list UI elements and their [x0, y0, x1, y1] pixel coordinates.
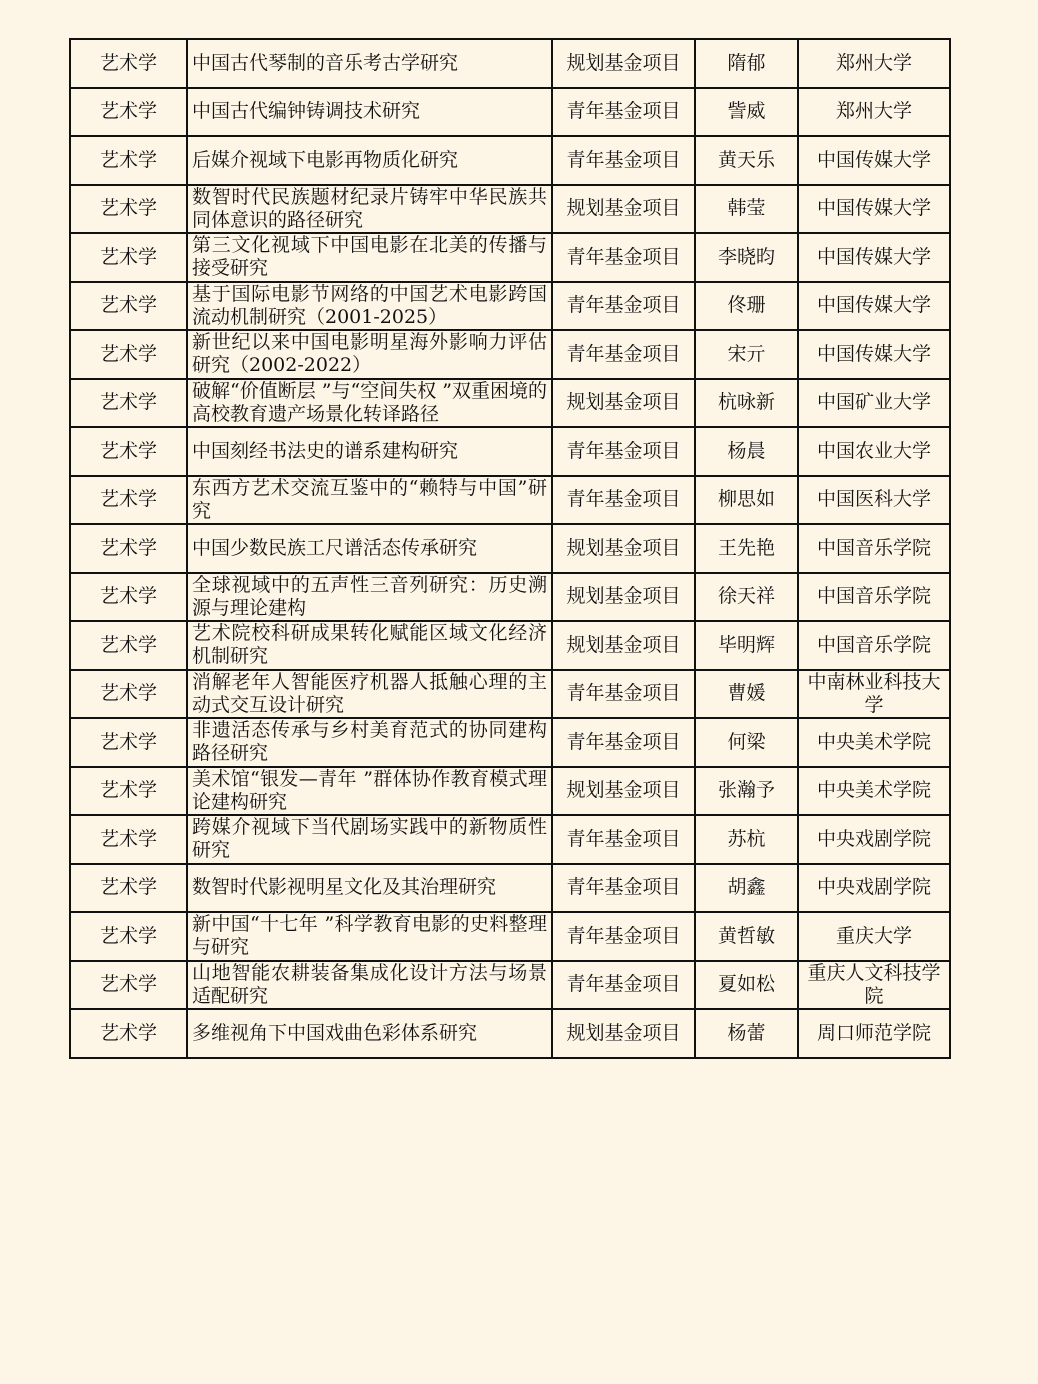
leader-cell: 黄天乐: [695, 136, 798, 185]
unit-cell: 郑州大学: [798, 39, 950, 88]
discipline-cell: 艺术学: [70, 524, 187, 573]
leader-cell: 徐天祥: [695, 573, 798, 622]
leader-cell: 宋亓: [695, 330, 798, 379]
discipline-cell: 艺术学: [70, 379, 187, 428]
unit-cell: 中国传媒大学: [798, 233, 950, 282]
project-type-cell: 规划基金项目: [552, 621, 695, 670]
table-row: [70, 961, 950, 1010]
table-row: [70, 718, 950, 767]
discipline-cell: 艺术学: [70, 427, 187, 476]
project-title-cell: 中国古代琴制的音乐考古学研究: [187, 39, 552, 88]
unit-cell: 中南林业科技大学: [798, 670, 950, 719]
table-row: [70, 621, 950, 670]
project-type-cell: 青年基金项目: [552, 912, 695, 961]
leader-cell: 黄哲敏: [695, 912, 798, 961]
project-title-cell: 消解老年人智能医疗机器人抵触心理的主动式交互设计研究: [187, 670, 552, 719]
unit-cell: 中国音乐学院: [798, 621, 950, 670]
discipline-cell: 艺术学: [70, 815, 187, 864]
project-type-cell: 青年基金项目: [552, 670, 695, 719]
project-title-cell: 后媒介视域下电影再物质化研究: [187, 136, 552, 185]
unit-cell: 中国音乐学院: [798, 573, 950, 622]
project-type-cell: 青年基金项目: [552, 330, 695, 379]
unit-cell: 中国传媒大学: [798, 136, 950, 185]
project-type-cell: 青年基金项目: [552, 864, 695, 913]
leader-cell: 李晓昀: [695, 233, 798, 282]
project-title-cell: 艺术院校科研成果转化赋能区域文化经济机制研究: [187, 621, 552, 670]
discipline-cell: 艺术学: [70, 233, 187, 282]
unit-cell: 中央戏剧学院: [798, 815, 950, 864]
unit-cell: 郑州大学: [798, 88, 950, 137]
project-type-cell: 青年基金项目: [552, 961, 695, 1010]
project-title-cell: 多维视角下中国戏曲色彩体系研究: [187, 1009, 552, 1058]
discipline-cell: 艺术学: [70, 185, 187, 234]
project-type-cell: 规划基金项目: [552, 767, 695, 816]
leader-cell: 韩莹: [695, 185, 798, 234]
unit-cell: 中国音乐学院: [798, 524, 950, 573]
discipline-cell: 艺术学: [70, 912, 187, 961]
table-row: [70, 1009, 950, 1058]
table-row: [70, 379, 950, 428]
unit-cell: 中国农业大学: [798, 427, 950, 476]
leader-cell: 訾威: [695, 88, 798, 137]
leader-cell: 杭咏新: [695, 379, 798, 428]
discipline-cell: 艺术学: [70, 476, 187, 525]
discipline-cell: 艺术学: [70, 39, 187, 88]
discipline-cell: 艺术学: [70, 670, 187, 719]
unit-cell: 中国传媒大学: [798, 185, 950, 234]
project-title-cell: 山地智能农耕装备集成化设计方法与场景适配研究: [187, 961, 552, 1010]
project-table: [69, 38, 951, 1059]
project-title-cell: 美术馆“银发—青年 ”群体协作教育模式理论建构研究: [187, 767, 552, 816]
project-type-cell: 规划基金项目: [552, 573, 695, 622]
leader-cell: 佟珊: [695, 282, 798, 331]
table-row: [70, 330, 950, 379]
unit-cell: 中央戏剧学院: [798, 864, 950, 913]
table-row: [70, 185, 950, 234]
project-title-cell: 全球视域中的五声性三音列研究：历史溯源与理论建构: [187, 573, 552, 622]
table-row: [70, 282, 950, 331]
table-row: [70, 233, 950, 282]
discipline-cell: 艺术学: [70, 864, 187, 913]
unit-cell: 中央美术学院: [798, 767, 950, 816]
project-type-cell: 青年基金项目: [552, 282, 695, 331]
unit-cell: 中国传媒大学: [798, 330, 950, 379]
unit-cell: 重庆人文科技学院: [798, 961, 950, 1010]
discipline-cell: 艺术学: [70, 961, 187, 1010]
project-type-cell: 青年基金项目: [552, 427, 695, 476]
project-type-cell: 青年基金项目: [552, 233, 695, 282]
project-title-cell: 基于国际电影节网络的中国艺术电影跨国流动机制研究（2001-2025）: [187, 282, 552, 331]
leader-cell: 杨晨: [695, 427, 798, 476]
project-type-cell: 青年基金项目: [552, 88, 695, 137]
discipline-cell: 艺术学: [70, 88, 187, 137]
project-type-cell: 规划基金项目: [552, 185, 695, 234]
unit-cell: 中国传媒大学: [798, 282, 950, 331]
table-row: [70, 524, 950, 573]
leader-cell: 苏杭: [695, 815, 798, 864]
discipline-cell: 艺术学: [70, 621, 187, 670]
table-row: [70, 39, 950, 88]
unit-cell: 中国医科大学: [798, 476, 950, 525]
project-title-cell: 中国少数民族工尺谱活态传承研究: [187, 524, 552, 573]
project-title-cell: 破解“价值断层 ”与“空间失权 ”双重困境的高校教育遗产场景化转译路径: [187, 379, 552, 428]
discipline-cell: 艺术学: [70, 1009, 187, 1058]
project-title-cell: 中国古代编钟铸调技术研究: [187, 88, 552, 137]
unit-cell: 重庆大学: [798, 912, 950, 961]
leader-cell: 隋郁: [695, 39, 798, 88]
table-row: [70, 815, 950, 864]
leader-cell: 杨蕾: [695, 1009, 798, 1058]
table-row: [70, 767, 950, 816]
leader-cell: 曹媛: [695, 670, 798, 719]
project-title-cell: 数智时代影视明星文化及其治理研究: [187, 864, 552, 913]
table-row: [70, 136, 950, 185]
leader-cell: 王先艳: [695, 524, 798, 573]
project-type-cell: 青年基金项目: [552, 136, 695, 185]
leader-cell: 柳思如: [695, 476, 798, 525]
project-type-cell: 规划基金项目: [552, 379, 695, 428]
leader-cell: 何梁: [695, 718, 798, 767]
discipline-cell: 艺术学: [70, 282, 187, 331]
leader-cell: 夏如松: [695, 961, 798, 1010]
project-table-body: [70, 39, 950, 1058]
project-type-cell: 规划基金项目: [552, 524, 695, 573]
unit-cell: 中国矿业大学: [798, 379, 950, 428]
table-row: [70, 670, 950, 719]
leader-cell: 张瀚予: [695, 767, 798, 816]
project-title-cell: 跨媒介视域下当代剧场实践中的新物质性研究: [187, 815, 552, 864]
table-row: [70, 912, 950, 961]
discipline-cell: 艺术学: [70, 330, 187, 379]
project-title-cell: 东西方艺术交流互鉴中的“赖特与中国”研究: [187, 476, 552, 525]
leader-cell: 毕明辉: [695, 621, 798, 670]
project-type-cell: 青年基金项目: [552, 476, 695, 525]
discipline-cell: 艺术学: [70, 136, 187, 185]
project-title-cell: 新中国“十七年 ”科学教育电影的史料整理与研究: [187, 912, 552, 961]
project-title-cell: 第三文化视域下中国电影在北美的传播与接受研究: [187, 233, 552, 282]
discipline-cell: 艺术学: [70, 573, 187, 622]
leader-cell: 胡鑫: [695, 864, 798, 913]
table-row: [70, 573, 950, 622]
project-title-cell: 数智时代民族题材纪录片铸牢中华民族共同体意识的路径研究: [187, 185, 552, 234]
table-row: [70, 864, 950, 913]
discipline-cell: 艺术学: [70, 767, 187, 816]
table-row: [70, 427, 950, 476]
unit-cell: 中央美术学院: [798, 718, 950, 767]
discipline-cell: 艺术学: [70, 718, 187, 767]
project-type-cell: 青年基金项目: [552, 815, 695, 864]
unit-cell: 周口师范学院: [798, 1009, 950, 1058]
project-list-sheet: [69, 38, 944, 1059]
project-type-cell: 规划基金项目: [552, 39, 695, 88]
table-row: [70, 476, 950, 525]
project-type-cell: 青年基金项目: [552, 718, 695, 767]
project-title-cell: 中国刻经书法史的谱系建构研究: [187, 427, 552, 476]
project-type-cell: 规划基金项目: [552, 1009, 695, 1058]
table-row: [70, 88, 950, 137]
project-title-cell: 新世纪以来中国电影明星海外影响力评估研究（2002-2022）: [187, 330, 552, 379]
project-title-cell: 非遗活态传承与乡村美育范式的协同建构路径研究: [187, 718, 552, 767]
